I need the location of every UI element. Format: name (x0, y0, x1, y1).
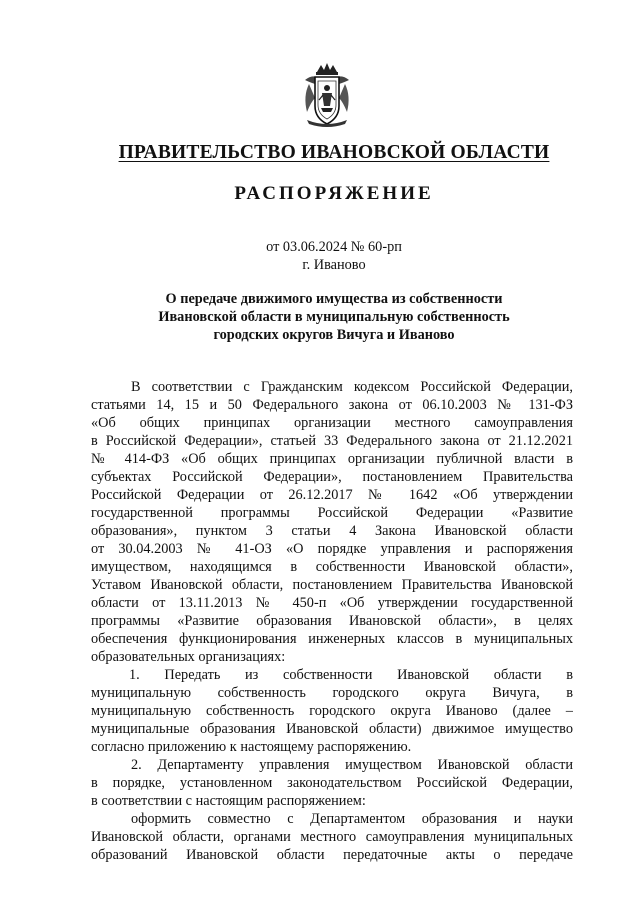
body-line: в порядке, установленном законодательством Российской Федерации, (91, 775, 573, 791)
body-line: в соответствии с настоящим распоряжением: (91, 793, 366, 809)
body-line: согласно приложению к настоящему распоряжению. (91, 739, 412, 755)
body-line: от 30.04.2003 № 41-ОЗ «О порядке управления и распоряжения (91, 541, 573, 557)
body-line: образований Ивановской области передаточные акты о передаче (91, 847, 573, 863)
body-line: программы «Развитие образования Ивановской области», в целях (91, 613, 573, 629)
government-title: ПРАВИТЕЛЬСТВО ИВАНОВСКОЙ ОБЛАСТИ (118, 142, 550, 163)
subject-line: городских округов Вичуга и Иваново (213, 327, 455, 343)
subject-line: Ивановской области в муниципальную собственность (158, 309, 510, 325)
document-type: РАСПОРЯЖЕНИЕ (234, 183, 434, 204)
body-line: статьями 14, 15 и 50 Федерального закона от 06.10.2003 № 131-ФЗ (91, 397, 573, 413)
body-line: субъектах Российской Федерации», постановлением Правительства (91, 469, 573, 485)
body-line: государственной программы Российской Федерации «Развитие (91, 505, 573, 521)
body-line: обеспечения функционирования инженерных классов в муниципальных (91, 631, 573, 647)
body-line: 2. Департаменту управления имуществом Ивановской области (131, 757, 573, 773)
body-line: Уставом Ивановской области, постановлением Правительства Ивановской (91, 577, 573, 593)
body-line: муниципальные образования Ивановской области) движимое имущество (91, 721, 573, 737)
document-date-number: от 03.06.2024 № 60-рп (266, 239, 402, 255)
body-line: «Об общих принципах организации местного самоуправления (91, 415, 573, 431)
body-line: образования», пунктом 3 статьи 4 Закона Ивановской области (91, 523, 573, 539)
body-line: Ивановской области, органами местного самоуправления муниципальных (91, 829, 573, 845)
document-body (91, 378, 573, 864)
body-line: оформить совместно с Департаментом образования и науки (131, 811, 573, 827)
body-line: в Российской Федерации», статьей 33 Федерального закона от 21.12.2021 (91, 433, 573, 449)
body-line: области от 13.11.2013 № 450-п «Об утверждении государственной (91, 595, 573, 611)
body-line: В соответствии с Гражданским кодексом Российской Федерации, (131, 379, 573, 395)
body-line: образовательных организациях: (91, 649, 286, 665)
body-line: 1. Передать из собственности Ивановской области в (129, 667, 573, 683)
subject-line: О передаче движимого имущества из собственности (165, 291, 503, 307)
body-line: муниципальную собственность городского округа Иваново (далее – (91, 703, 573, 719)
body-line: № 414-ФЗ «Об общих принципах организации публичной власти в (91, 451, 573, 467)
body-line: имуществом, находящимся в собственности Ивановской области», (91, 559, 573, 575)
document-place: г. Иваново (302, 257, 366, 273)
body-line: муниципальную собственность городского округа Вичуга, в (91, 685, 573, 701)
body-line: Российской Федерации от 26.12.2017 № 1642 «Об утверждении (91, 487, 573, 503)
coat-of-arms-icon (301, 62, 353, 130)
